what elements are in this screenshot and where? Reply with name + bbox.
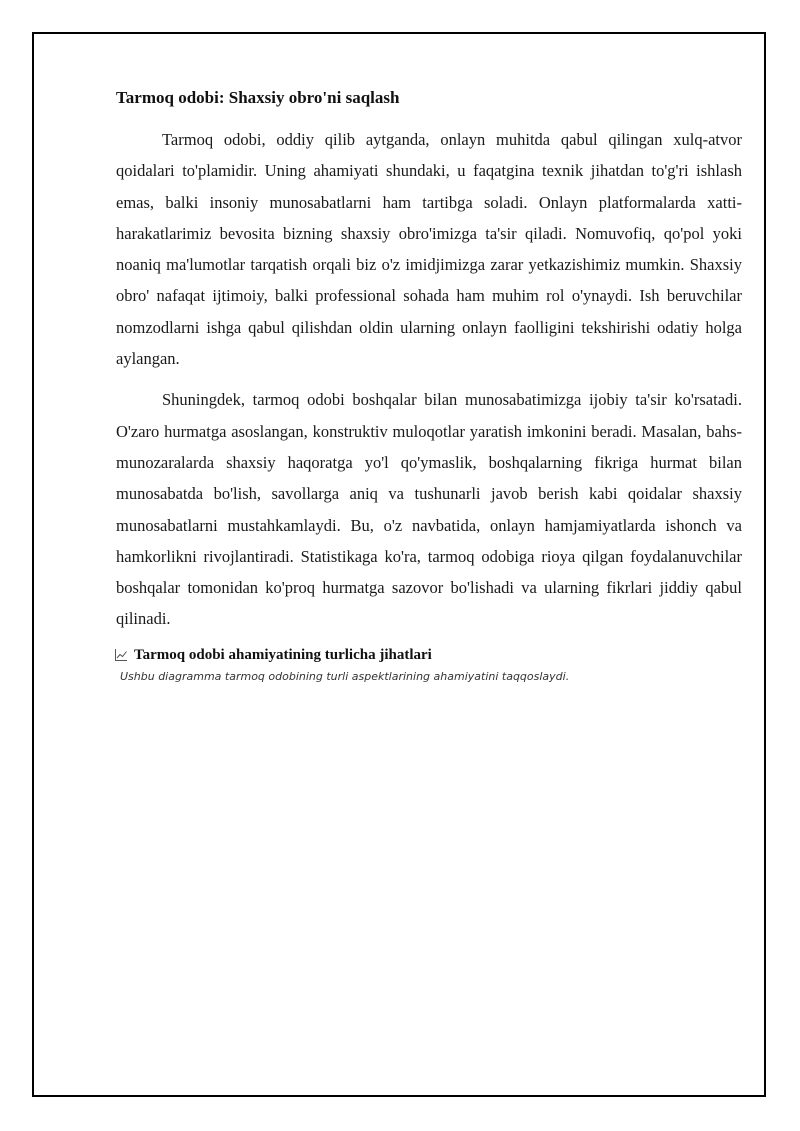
chart-heading xyxy=(114,647,742,664)
document-title: Tarmoq odobi: Shaxsiy obro'ni saqlash xyxy=(116,88,400,107)
paragraph-2: Shuningdek, tarmoq odobi boshqalar bilan munosabatimizga ijobiy ta'sir ko'rsatadi. O'zaro hurmatga asoslangan, konstruktiv muloqotlar yaratish imkonini beradi. Masalan, bahs-munozaralarda shaxsiy haqoratga yo'l qo'ymaslik, boshqalarning fikriga hurmat bilan munosabatda bo'lish, savollarga aniq va tushunarli javob berish kabi qoidalar shaxsiy munosabatlarni mustahkamlaydi. Bu, o'z navbatida, onlayn hamjamiyatlarda ishonch va hamkorlikni rivojlantiradi. Statistikaga ko'ra, tarmoq odobiga rioya qilgan foydalanuvchilar boshqalar tomonidan ko'proq hurmatga sazovor bo'lishadi va ularning fikrlari jiddiy qabul qilinadi. xyxy=(116,390,742,629)
chart-title: Tarmoq odobi ahamiyatining turlicha jihatlari xyxy=(134,646,432,663)
document-body xyxy=(116,86,742,683)
paragraph-1: Tarmoq odobi, oddiy qilib aytganda, onlayn muhitda qabul qilingan xulq-atvor qoidalari to'plamidir. Uning ahamiyati shundaki, u faqatgina texnik jihatdan to'g'ri ishlash emas, balki insoniy munosabatlarni ham tartibga soladi. Onlayn platformalarda xatti-harakatlarimiz bevosita bizning shaxsiy obro'imizga ta'sir qiladi. Nomuvofiq, qo'pol yoki noaniq ma'lumotlar tarqatish orqali biz o'z imidjimizga zarar yetkazishimiz mumkin. Shaxsiy obro' nafaqat ijtimoiy, balki professional sohada ham muhim rol o'ynaydi. Ish beruvchilar nomzodlarni ishga qabul qilishdan oldin ularning onlayn faolligini tekshirishi odatiy holga aylangan. xyxy=(116,130,742,369)
chart-caption: Ushbu diagramma tarmoq odobining turli aspektlarining ahamiyatini taqqoslaydi. xyxy=(120,669,570,683)
chart-line-icon xyxy=(114,648,128,662)
